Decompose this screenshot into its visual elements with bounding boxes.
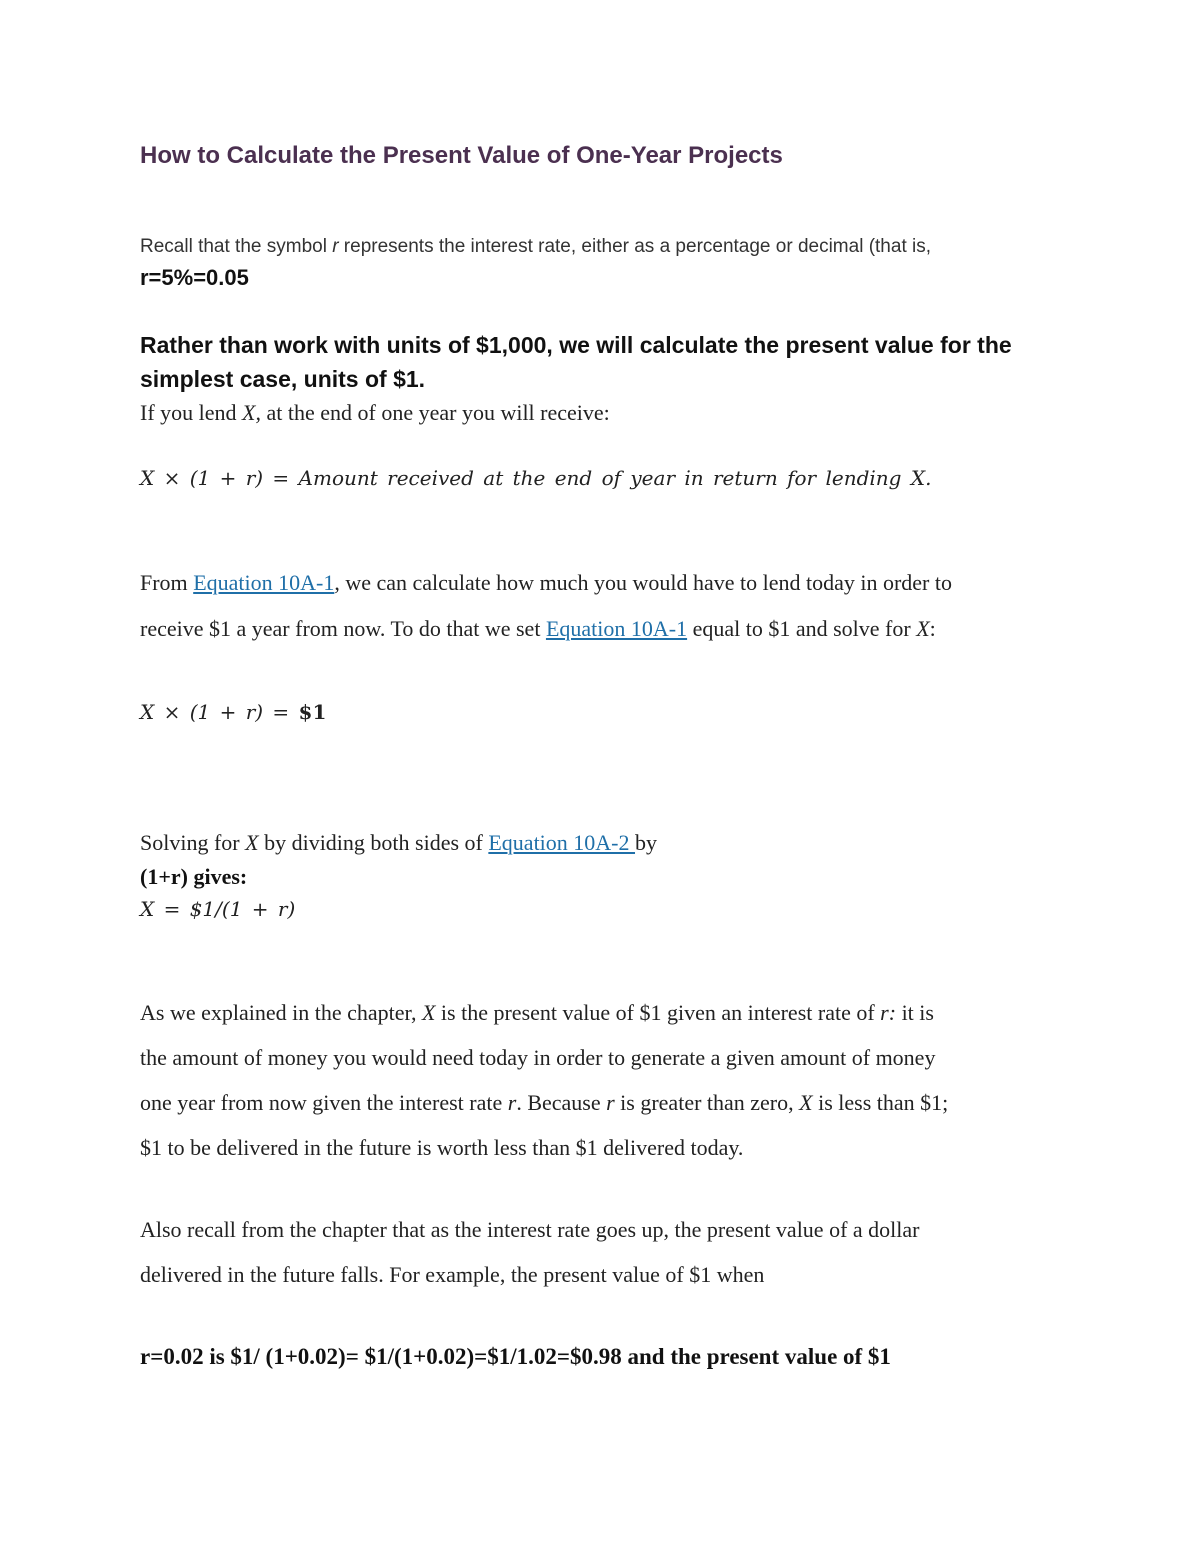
explained-l3-text-3: is greater than zero,	[614, 1090, 800, 1115]
explained-l3-var-x: X	[799, 1090, 813, 1115]
rate-value-line: r=5%=0.05	[140, 265, 249, 290]
equation-10a-1	[140, 466, 931, 490]
rather-line-2: simplest case, units of $1.	[140, 366, 426, 392]
lend-text-before: If you lend	[140, 400, 243, 425]
rather-line-1: Rather than work with units of $1,000, we will calculate the present value for the	[140, 332, 1012, 358]
equation-1-rhs: Amount received at the end of year in return for lending X.	[298, 466, 932, 490]
solving-var-x: X	[245, 830, 259, 855]
also-line-1: Also recall from the chapter that as the interest rate goes up, the present value of a dollar	[140, 1217, 920, 1242]
equation-10a-2	[140, 700, 326, 724]
equation-10a-1-link[interactable]: Equation 10A-1	[193, 570, 335, 595]
recall-text-before: Recall that the symbol	[140, 236, 333, 257]
recall-text-after: represents the interest rate, either as a percentage or decimal (that is,	[338, 236, 932, 257]
equation-10a-1-link-2[interactable]: Equation 10A-1	[545, 616, 688, 641]
explained-line-1	[140, 1000, 934, 1026]
explained-l3-text-1: one year from now given the interest rate	[140, 1090, 508, 1115]
solving-text-before: Solving for	[140, 830, 246, 855]
lend-text-after: at the end of one year you will receive:	[260, 400, 610, 425]
equation-2-rhs: $1	[298, 700, 327, 724]
receive-text-before: receive $1 a year from now. To do that we set	[140, 616, 546, 641]
page-title: How to Calculate the Present Value of One-Year Projects	[140, 142, 783, 169]
explained-var-r: r:	[880, 1000, 897, 1025]
explained-line-3	[140, 1090, 948, 1116]
explained-var-x: X	[421, 1000, 436, 1025]
explained-text-3: it is	[896, 1000, 934, 1025]
from-text-before: From	[140, 570, 194, 595]
solution-equation: X = $1/(1 + r)	[140, 897, 296, 921]
explained-line-2: the amount of money you would need today in order to generate a given amount of money	[140, 1045, 936, 1070]
equation-10a-2-link[interactable]: Equation 10A-2	[488, 830, 636, 855]
explained-text-1: As we explained in the chapter,	[140, 1000, 422, 1025]
from-para-line-2	[140, 616, 936, 642]
explained-l3-text-4: is less than $1;	[812, 1090, 949, 1115]
explained-l3-var-r: r	[507, 1090, 517, 1115]
solving-line-1	[140, 830, 657, 856]
lend-var-x: X,	[242, 400, 261, 425]
from-para-line-1	[140, 570, 952, 596]
from-text-after: , we can calculate how much you would have to lend today in order to	[334, 570, 952, 595]
solving-line-2: (1+r) gives:	[140, 864, 248, 889]
receive-text-after: equal to $1 and solve for	[687, 616, 917, 641]
also-line-2: delivered in the future falls. For example, the present value of $1 when	[140, 1262, 765, 1287]
recall-symbol-r: r	[332, 236, 339, 257]
receive-colon: :	[929, 616, 936, 641]
recall-sentence	[140, 236, 931, 258]
equation-2-lhs: X × (1 + r) =	[140, 700, 299, 724]
solving-text-middle: by dividing both sides of	[258, 830, 489, 855]
explained-l3-text-2: . Because	[516, 1090, 607, 1115]
receive-var-x: X	[916, 616, 930, 641]
lend-sentence	[140, 400, 610, 426]
explained-l3-var-r-2: r	[606, 1090, 615, 1115]
final-example-line: r=0.02 is $1/ (1+0.02)= $1/(1+0.02)=$1/1.02=$0.98 and the present value of $1	[140, 1344, 891, 1369]
equation-1-lhs: X × (1 + r) =	[140, 466, 299, 490]
explained-line-4: $1 to be delivered in the future is worth less than $1 delivered today.	[140, 1135, 744, 1160]
explained-text-2: is the present value of $1 given an interest rate of	[435, 1000, 881, 1025]
solving-text-after: by	[635, 830, 658, 855]
